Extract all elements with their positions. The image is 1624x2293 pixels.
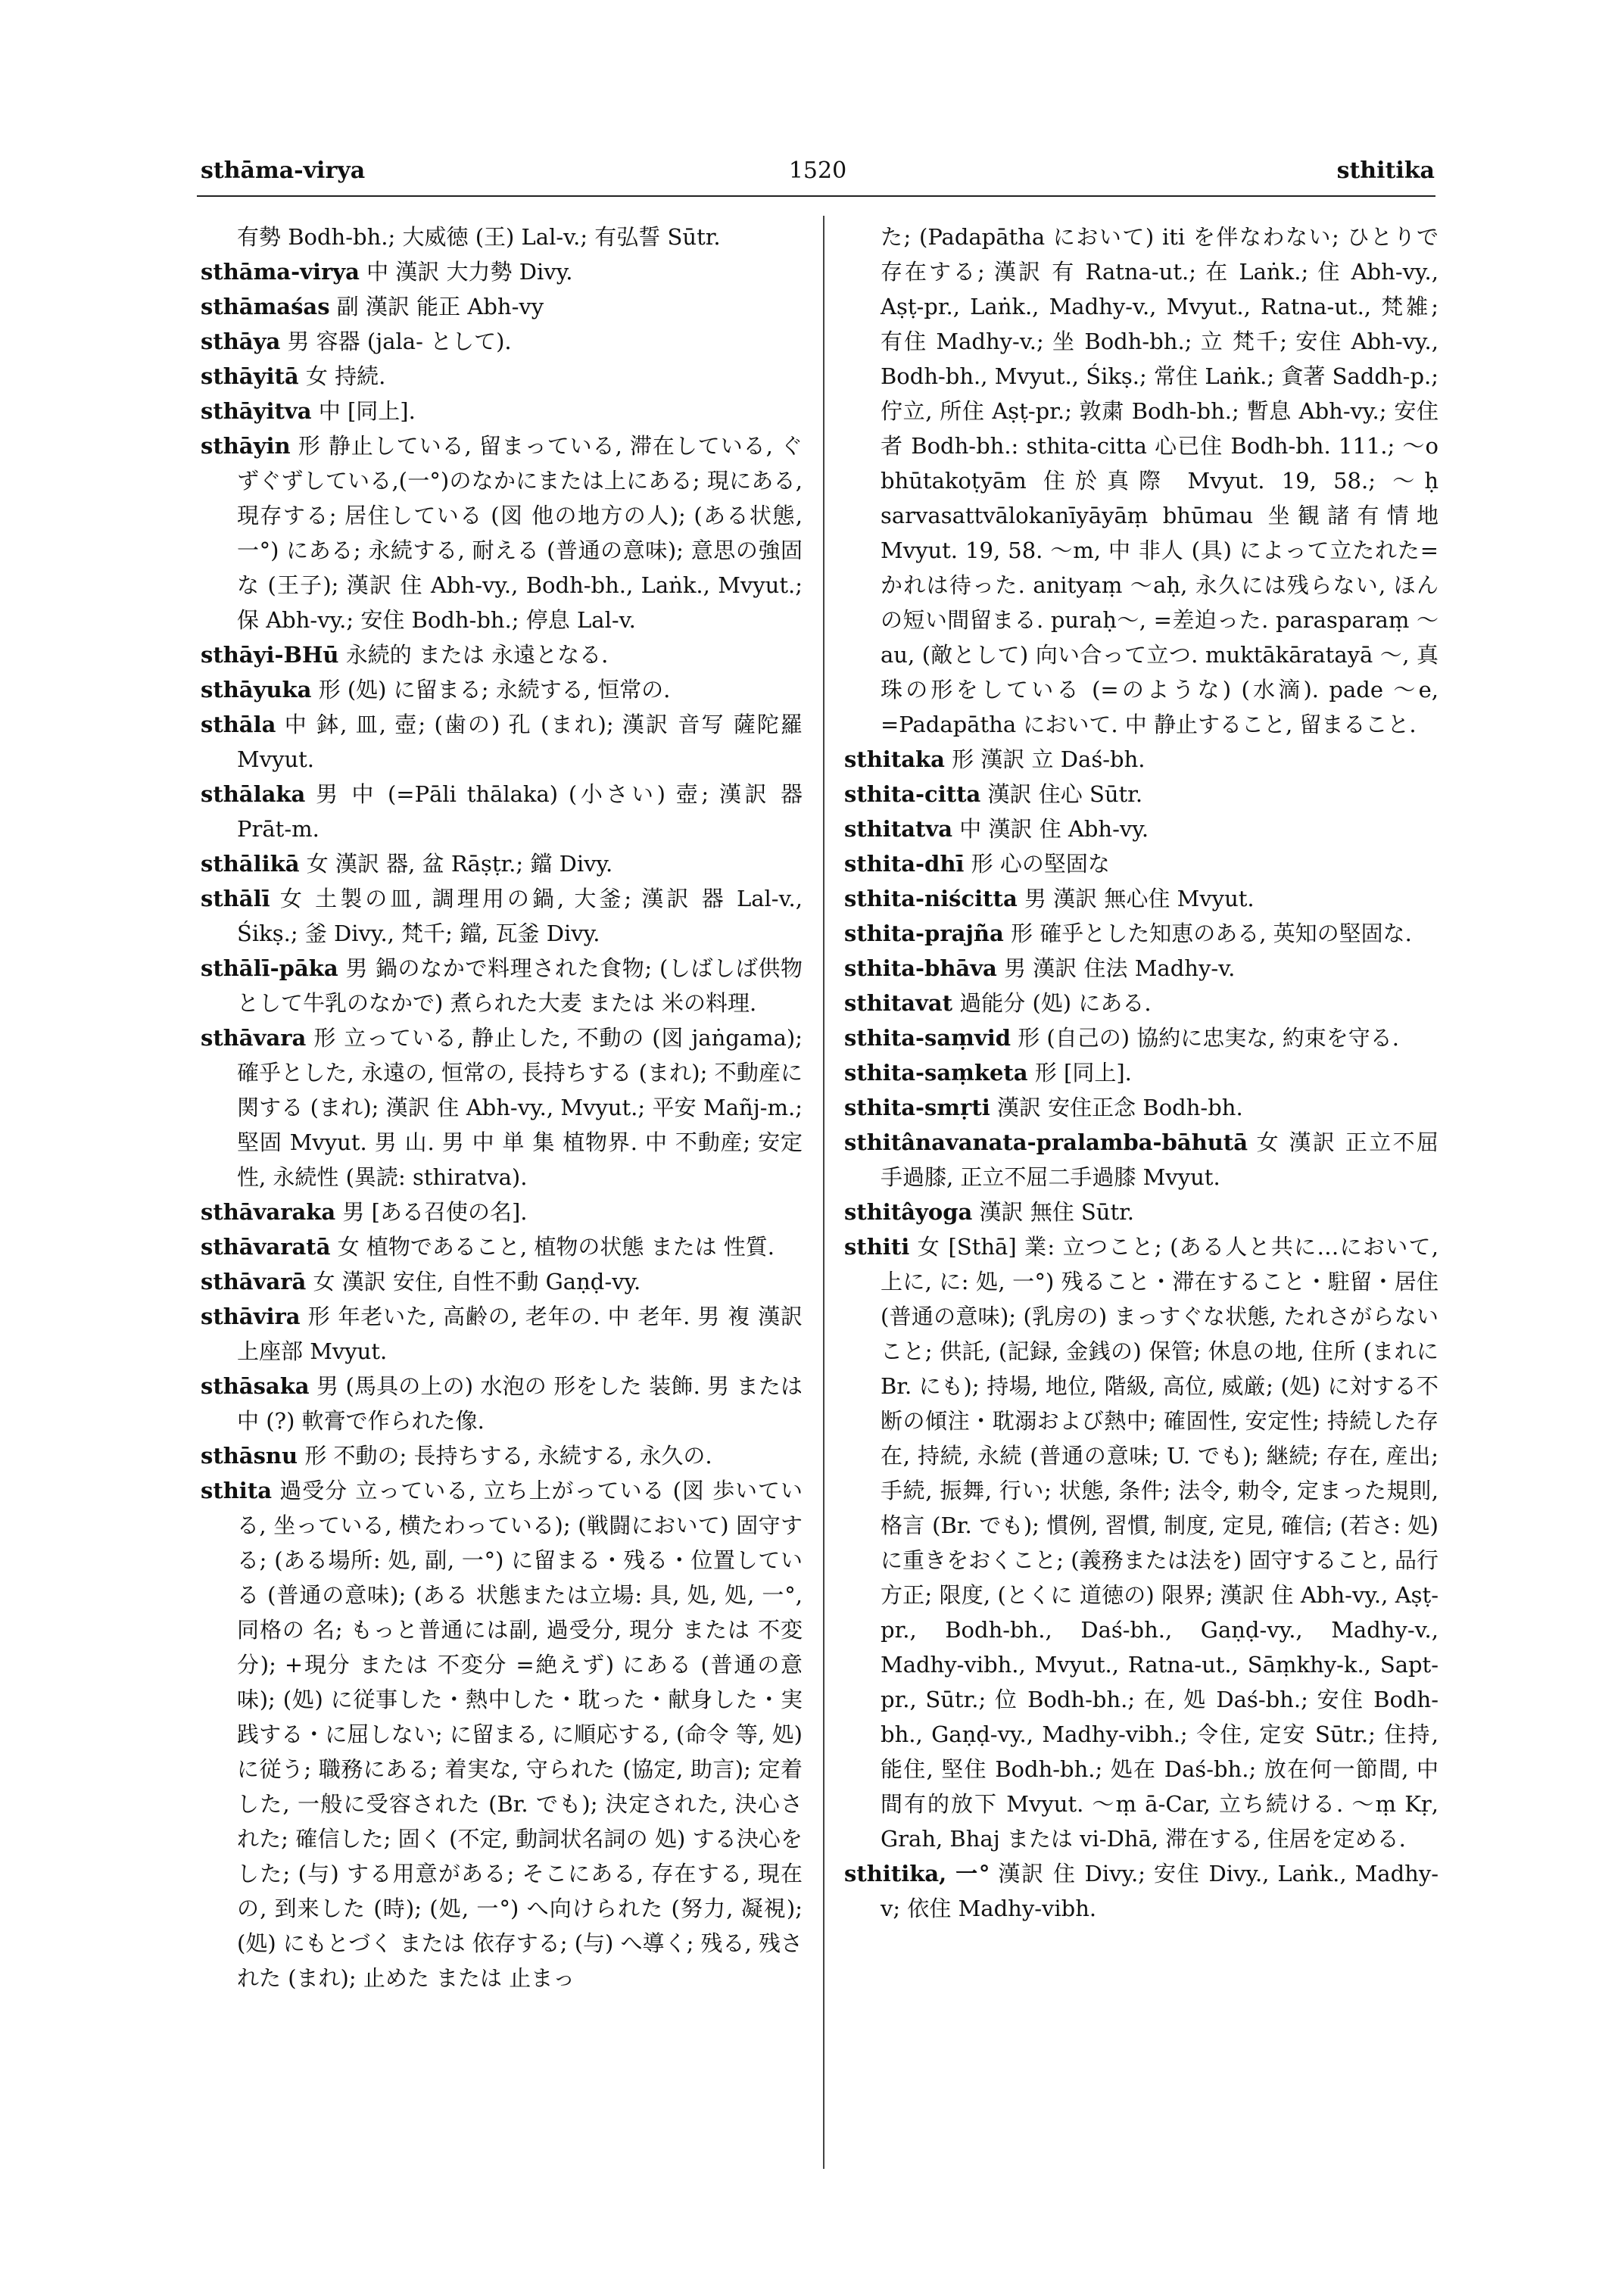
entry-headword: sthāya xyxy=(201,329,281,354)
dictionary-entry xyxy=(201,1369,803,1438)
entry-headword: sthita-dhī xyxy=(844,851,965,877)
entry-definition: 形 年老いた, 高齢の, 老年の. 中 老年. 男 複 漢訳 上座部 Mvyut. xyxy=(237,1304,803,1364)
entry-definition: 中 [同上]. xyxy=(318,398,416,424)
dictionary-entry xyxy=(844,1856,1439,1926)
entry-headword: sthāvaraka xyxy=(201,1199,336,1225)
entry-definition: 女 [Sthā] 業: 立つこと; (ある人と共に…において, 上に, に: 処, 一°) 残ること・滞在すること・駐留・居住 (普通の意味); (乳房の) まっすぐな状態, たれさがらないこと; 供託, (記録, 金銭の) 保管; 休息の地, 住所 (まれに Br. にも); 持場, 地位, 階級, 高位, 威厳; (処) に対する不断の傾注・耽溺および熱中; 確固性, 安定性; 持続した存在, 持続, 永続 (普通の意味; U. でも); 継続; 存在, 産出; 手続, 振舞, 行い; 状態, 条件; 法令, 勅令, 定まった規則, 格言 (Br. でも); 慣例, 習慣, 制度, 定見, 確信; (若さ: 処) に重きをおくこと; (義務または法を) 固守すること, 品行方正; 限度, (とくに 道徳の) 限界; 漢訳 住 Abh-vy., Aṣṭ-pr., Bodh-bh., Daś-bh., Gaṇḍ-vy., Madhy-v., Madhy-vibh., Mvyut., Ratna-ut., Sāṃkhy-k., Sapt-pr., Sūtr.; 位 Bodh-bh.; 在, 処 Daś-bh.; 安住 Bodh-bh., Gaṇḍ-vy., Madhy-vibh.; 令住, 定安 Sūtr.; 住持, 能住, 堅住 Bodh-bh.; 処在 Daś-bh.; 放在何一節間, 中間有的放下 Mvyut. ～ṃ ā-Car, 立ち続ける. ～ṃ Kṛ, Grah, Bhaj または vi-Dhā, 滞在する, 住居を定める. xyxy=(881,1234,1439,1852)
entry-definition: 女 漢訳 器, 盆 Rāṣṭr.; 鐺 Divy. xyxy=(306,851,613,877)
header-left-guide-word: sthāma-virya xyxy=(201,157,366,184)
entry-definition: 形 立っている, 静止した, 不動の (図 jaṅgama); 確乎とした, 永遠の, 恒常の, 長持ちする (まれ); 不動産に関する (まれ); 漢訳 住 Abh-vy., Mvyut.; 平安 Mañj-m.; 堅固 Mvyut. 男 山. 男 中 単 集 植物界. 中 不動産; 安定性, 永続性 (異読: sthiratva). xyxy=(237,1025,803,1190)
dictionary-entry xyxy=(844,1020,1439,1055)
entry-definition: 副 漢訳 能正 Abh-vy xyxy=(336,294,544,319)
entry-headword: sthāsnu xyxy=(201,1443,298,1469)
entry-definition: 永続的 または 永遠となる. xyxy=(345,642,609,668)
entry-headword: sthāsaka xyxy=(201,1373,310,1399)
entry-headword: sthita-citta xyxy=(844,781,981,807)
dictionary-entry xyxy=(201,220,803,254)
entry-definition: 形 静止している, 留まっている, 滞在している, ぐずぐずしている,(一°)のなかにまたは上にある; 現にある, 現存する; 居住している (図 他の地方の人); (ある状態, 一°) にある; 永続する, 耐える (普通の意味); 意思の強固な (王子); 漢訳 住 Abh-vy., Bodh-bh., Laṅk., Mvyut.; 保 Abh-vy.; 安住 Bodh-bh.; 停息 Lal-v. xyxy=(237,433,803,633)
entry-definition: 有勢 Bodh-bh.; 大威徳 (王) Lal-v.; 有弘誓 Sūtr. xyxy=(237,224,721,250)
entry-headword: sthitika, 一° xyxy=(844,1861,990,1886)
entry-definition: 女 土製の皿, 調理用の鍋, 大釜; 漢訳 器 Lal-v., Śikṣ.; 釜 Divy., 梵千; 鐺, 瓦釜 Divy. xyxy=(237,886,803,946)
entry-headword: sthitavat xyxy=(844,990,953,1016)
dictionary-entry xyxy=(201,846,803,881)
entry-headword: sthālī xyxy=(201,886,270,911)
entry-headword: sthāyitva xyxy=(201,398,312,424)
entry-definition: 形 (自己の) 協約に忠実な, 約束を守る. xyxy=(1018,1025,1399,1051)
dictionary-entry xyxy=(201,637,803,672)
dictionary-entry xyxy=(201,777,803,846)
entry-headword: sthālikā xyxy=(201,851,300,877)
entry-headword: sthita-prajña xyxy=(844,921,1004,946)
dictionary-entry xyxy=(201,254,803,289)
entry-headword: sthāvara xyxy=(201,1025,307,1051)
entry-definition: 形 確乎とした知恵のある, 英知の堅固な. xyxy=(1010,921,1412,946)
entry-headword: sthāvarā xyxy=(201,1269,307,1294)
entry-definition: 女 漢訳 安住, 自性不動 Gaṇḍ-vy. xyxy=(313,1269,641,1294)
entry-headword: sthitatva xyxy=(844,816,953,842)
dictionary-entry xyxy=(201,707,803,777)
dictionary-entry xyxy=(201,1229,803,1264)
entry-definition: 女 植物であること, 植物の状態 または 性質. xyxy=(337,1234,775,1260)
dictionary-entry xyxy=(844,1125,1439,1195)
dictionary-entry xyxy=(844,777,1439,812)
entry-headword: sthitaka xyxy=(844,746,945,772)
entry-definition: 男 漢訳 住法 Madhy-v. xyxy=(1004,955,1236,981)
entry-definition: 形 心の堅固な xyxy=(971,851,1110,877)
entry-headword: sthita xyxy=(201,1478,273,1503)
entry-headword: sthāyuka xyxy=(201,677,312,703)
entry-definition: 男 漢訳 無心住 Mvyut. xyxy=(1024,886,1255,911)
dictionary-entry xyxy=(201,672,803,707)
entry-definition: た; (Padapātha において) iti を伴なわない; ひとりで存在する; 漢訳 有 Ratna-ut.; 在 Laṅk.; 住 Abh-vy., Aṣṭ-pr., Laṅk., Madhy-v., Mvyut., Ratna-ut., 梵雑; 有住 Madhy-v.; 坐 Bodh-bh.; 立 梵千; 安住 Abh-vy., Bodh-bh., Mvyut., Śikṣ.; 常住 Laṅk.; 貪著 Saddh-p.; 佇立, 所住 Aṣṭ-pr.; 敦粛 Bodh-bh.; 暫息 Abh-vy.; 安住者 Bodh-bh.: sthita-citta 心已住 Bodh-bh. 111.; ～o bhūtakoṭyām 住於真際 Mvyut. 19, 58.; ～ḥ sarvasattvālokanīyāyāṃ bhūmau 坐観諸有情地 Mvyut. 19, 58. ～m, 中 非人 (具) によって立たれた=かれは待った. anityaṃ ～aḥ, 永久には残らない, ほんの短い間留まる. puraḥ～, =差迫った. parasparaṃ ～au, (敵として) 向い合って立つ. muktākāratayā ～, 真珠の形をしている (=のような) (水滴). pade ～e, =Padapātha において. 中 静止すること, 留まること. xyxy=(881,224,1439,737)
entry-headword: sthāvaratā xyxy=(201,1234,331,1260)
dictionary-entry xyxy=(844,742,1439,777)
entry-definition: 女 持続. xyxy=(305,363,386,389)
header-rule xyxy=(197,195,1435,197)
right-column xyxy=(844,220,1439,1926)
entry-definition: 漢訳 無住 Sūtr. xyxy=(979,1199,1135,1225)
entry-definition: 形 不動の; 長持ちする, 永続する, 永久の. xyxy=(304,1443,712,1469)
entry-definition: 男 容器 (jala- として). xyxy=(287,329,512,354)
dictionary-entry xyxy=(201,1264,803,1299)
dictionary-entry xyxy=(844,951,1439,986)
dictionary-entry xyxy=(201,394,803,428)
dictionary-entry xyxy=(201,951,803,1020)
dictionary-entry xyxy=(201,1299,803,1369)
dictionary-entry xyxy=(844,1195,1439,1229)
entry-headword: sthiti xyxy=(844,1234,910,1260)
entry-headword: sthālaka xyxy=(201,781,306,807)
entry-headword: sthita-niścitta xyxy=(844,886,1018,911)
entry-definition: 漢訳 住 Divy.; 安住 Divy., Laṅk., Madhy-v; 依住 Madhy-vibh. xyxy=(881,1861,1439,1921)
entry-headword: sthita-saṃketa xyxy=(844,1060,1028,1086)
entry-headword: sthita-bhāva xyxy=(844,955,997,981)
dictionary-entry xyxy=(844,846,1439,881)
entry-definition: 形 [同上]. xyxy=(1034,1060,1132,1086)
entry-definition: 形 漢訳 立 Daś-bh. xyxy=(952,746,1146,772)
entry-headword: sthāvira xyxy=(201,1304,301,1329)
entry-definition: 漢訳 住心 Sūtr. xyxy=(987,781,1143,807)
entry-headword: sthita-smṛti xyxy=(844,1095,990,1120)
dictionary-entry xyxy=(201,359,803,394)
entry-headword: sthāla xyxy=(201,712,276,737)
dictionary-entry xyxy=(201,428,803,637)
dictionary-entry xyxy=(201,1438,803,1473)
dictionary-entry xyxy=(844,812,1439,846)
dictionary-entry xyxy=(844,881,1439,916)
entry-headword: sthāyitā xyxy=(201,363,299,389)
entry-definition: 過能分 (処) にある. xyxy=(959,990,1152,1016)
entry-definition: 男 [ある召使の名]. xyxy=(342,1199,528,1225)
dictionary-entry xyxy=(201,1020,803,1195)
entry-definition: 男 鍋のなかで料理された食物; (しばしば供物として牛乳のなかで) 煮られた大麦 または 米の料理. xyxy=(237,955,803,1016)
dictionary-entry xyxy=(201,1195,803,1229)
dictionary-entry xyxy=(844,986,1439,1020)
entry-definition: 男 中 (=Pāli thālaka) (小さい) 壺; 漢訳 器 Prāt-m. xyxy=(237,781,803,842)
dictionary-entry xyxy=(201,1473,803,1995)
header-right-guide-word: sthitika xyxy=(1336,157,1435,184)
entry-headword: sthāma-virya xyxy=(201,259,360,285)
dictionary-entry xyxy=(844,220,1439,742)
dictionary-entry xyxy=(201,324,803,359)
entry-definition: 中 漢訳 大力勢 Divy. xyxy=(366,259,573,285)
page-number: 1520 xyxy=(788,157,847,184)
entry-headword: sthita-saṃvid xyxy=(844,1025,1011,1051)
entry-headword: sthālī-pāka xyxy=(201,955,338,981)
entry-headword: sthitânavanata-pralamba-bāhutā xyxy=(844,1129,1248,1155)
dictionary-entry xyxy=(844,1229,1439,1856)
entry-definition: 形 (処) に留まる; 永続する, 恒常の. xyxy=(318,677,671,703)
entry-headword: sthāyin xyxy=(201,433,291,459)
entry-headword: sthitâyoga xyxy=(844,1199,973,1225)
page-header xyxy=(201,157,1435,188)
entry-definition: 中 漢訳 住 Abh-vy. xyxy=(959,816,1149,842)
entry-definition: 過受分 立っている, 立ち上がっている (図 歩いている, 坐っている, 横たわっている); (戦闘において) 固守する; (ある場所: 処, 副, 一°) に留まる・残る・位置している (普通の意味); (ある 状態または立場: 具, 処, 処, 一°, 同格の 名; もっと普通には副, 過受分, 現分 または 不変分); +現分 または 不変分 =絶えず) にある (普通の意味); (処) に従事した・熱中した・耽った・献身した・実践する・に屈しない; に留まる, に順応する, (命令 等, 処) に従う; 職務にある; 着実な, 守られた (協定, 助言); 定着した, 一般に受容された (Br. でも); 決定された, 決心された; 確信した; 固く (不定, 動詞状名詞の 処) する決心をした; (与) する用意がある; そこにある, 存在する, 現在の, 到来した (時); (処, 一°) へ向けられた (努力, 凝視); (処) にもとづく または 依存する; (与) へ導く; 残る, 残された (まれ); 止めた または 止まっ xyxy=(237,1478,803,1991)
dictionary-entry xyxy=(844,916,1439,951)
dictionary-entry xyxy=(201,289,803,324)
dictionary-entry xyxy=(844,1055,1439,1090)
left-column xyxy=(201,220,803,1995)
entry-definition: 漢訳 安住正念 Bodh-bh. xyxy=(996,1095,1243,1120)
dictionary-entry xyxy=(844,1090,1439,1125)
dictionary-entry xyxy=(201,881,803,951)
entry-definition: 男 (馬具の上の) 水泡の 形をした 装飾. 男 または 中 (?) 軟膏で作られた像. xyxy=(237,1373,803,1434)
entry-definition: 中 鉢, 皿, 壺; (歯の) 孔 (まれ); 漢訳 音写 薩陀羅 Mvyut. xyxy=(237,712,803,772)
column-divider xyxy=(823,216,824,2169)
entry-definition: 女 漢訳 正立不屈手過膝, 正立不屈二手過膝 Mvyut. xyxy=(881,1129,1439,1190)
entry-headword: sthāyi-BHū xyxy=(201,642,339,668)
entry-headword: sthāmaśas xyxy=(201,294,330,319)
